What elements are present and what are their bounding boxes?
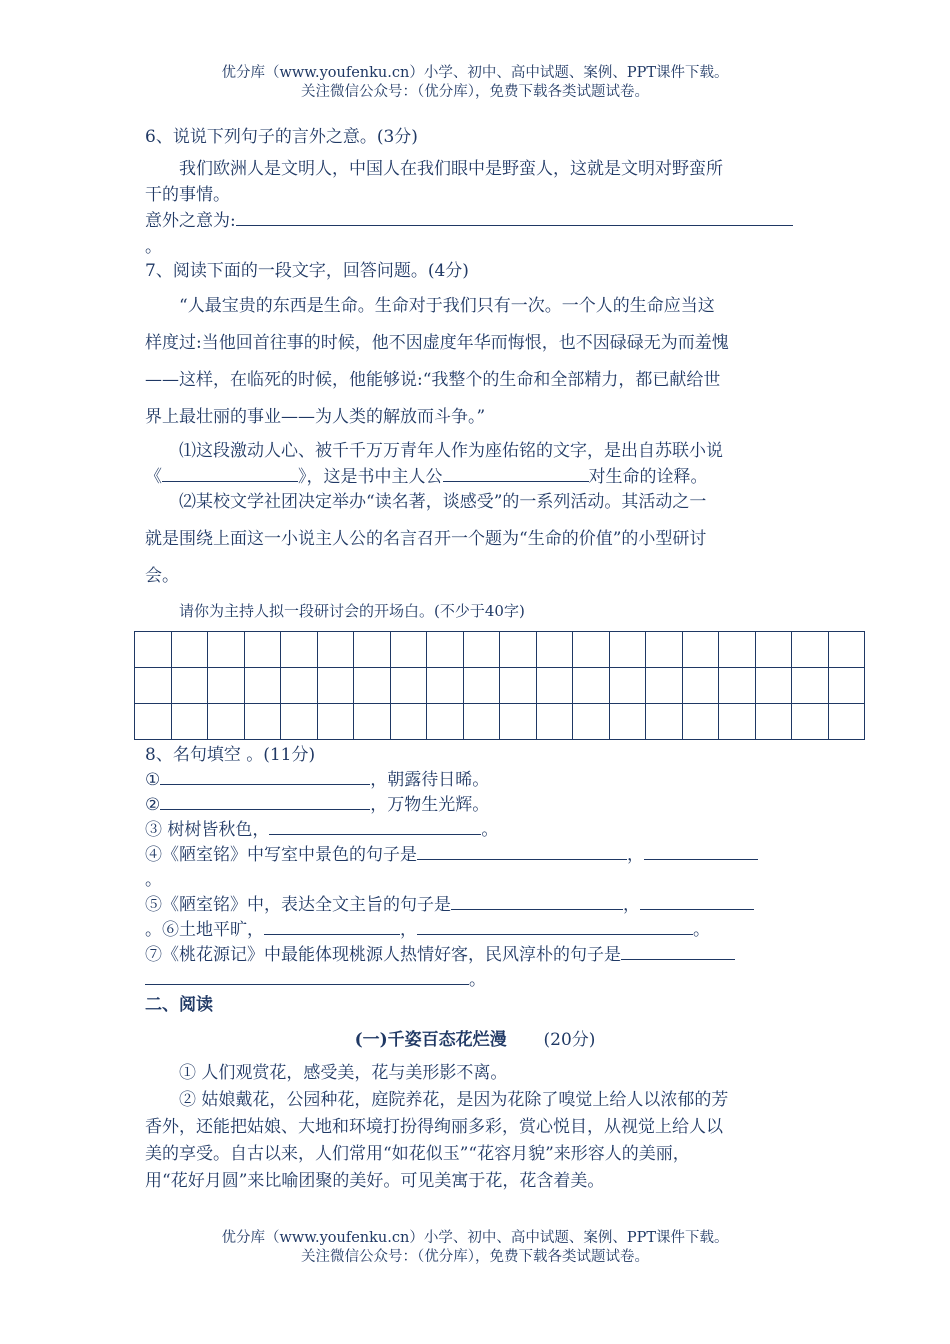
grid-cell[interactable] [390, 668, 427, 704]
q8-item-3-text: ③ 树树皆秋色， [145, 820, 270, 840]
grid-cell[interactable] [244, 632, 281, 668]
q8-title: 8、名句填空 。(11分) [145, 745, 316, 765]
grid-cell[interactable] [536, 704, 573, 740]
q8-item-5-comma: ， [623, 895, 640, 915]
q8-item-7-blank-2[interactable] [145, 969, 469, 985]
grid-cell[interactable] [755, 704, 792, 740]
grid-cell[interactable] [828, 632, 865, 668]
grid-cell[interactable] [427, 704, 464, 740]
question-8 [145, 743, 805, 993]
q8-item-1 [145, 768, 805, 793]
q8-item-2 [145, 793, 805, 818]
q8-item-2-blank[interactable] [160, 794, 370, 810]
header-line-1: 优分库（www.youfenku.cn）小学、初中、高中试题、案例、PPT课件下载。 [221, 65, 729, 81]
grid-cell[interactable] [463, 668, 500, 704]
q8-item-3 [145, 818, 805, 843]
grid-row [135, 632, 865, 668]
q8-item-1-blank[interactable] [160, 769, 370, 785]
q7-book-close: 》，这是书中主人公 [298, 467, 443, 487]
q8-item-2-mark: ② [145, 795, 161, 815]
grid-cell[interactable] [171, 704, 208, 740]
q7-sub-2-line-1: ⑵某校文学社团决定举办“读名著，谈感受”的一系列活动。其活动之一 [179, 492, 707, 512]
grid-cell[interactable] [208, 704, 245, 740]
q8-item-4 [145, 843, 805, 868]
subsection-title-row [0, 1027, 950, 1053]
q7-sub-2-line-2: 就是围绕上面这一小说主人公的名言召开一个题为“生命的价值”的小型研讨 [145, 529, 707, 549]
grid-cell[interactable] [427, 632, 464, 668]
grid-cell[interactable] [463, 704, 500, 740]
q8-item-6-lead: 。⑥土地平旷， [145, 920, 264, 940]
grid-cell[interactable] [646, 704, 683, 740]
q6-answer-label: 意外之意为: [145, 211, 236, 231]
section-2-heading: 二、阅读 [145, 995, 213, 1015]
q7-prompt: 请你为主持人拟一段研讨会的开场白。(不少于40字) [179, 602, 525, 620]
q7-passage-line-2: 样度过:当他回首往事的时候，他不因虚度年华而悔恨，也不因碌碌无为而羞愧 [145, 333, 729, 353]
q8-item-3-blank[interactable] [269, 819, 481, 835]
grid-cell[interactable] [682, 632, 719, 668]
grid-cell[interactable] [390, 704, 427, 740]
reading-para-2-line-4: 用“花好月圆”来比喻团聚的美好。可见美寓于花，花含着美。 [145, 1171, 605, 1191]
grid-cell[interactable] [135, 632, 172, 668]
q7-book-open: 《 [145, 467, 162, 487]
q6-answer-row [145, 208, 805, 234]
q8-item-5-blank-2[interactable] [640, 894, 754, 910]
q8-item-5 [145, 893, 805, 918]
reading-passage [145, 1060, 805, 1195]
grid-cell[interactable] [792, 704, 829, 740]
q8-item-7-blank-1[interactable] [621, 944, 735, 960]
grid-cell[interactable] [171, 668, 208, 704]
q6-end-mark: 。 [145, 237, 162, 257]
grid-cell[interactable] [317, 632, 354, 668]
q8-item-6-end: 。 [693, 920, 710, 940]
q7-sub-1-end: 对生命的诠释。 [588, 467, 708, 487]
grid-cell[interactable] [755, 668, 792, 704]
page-header [0, 64, 950, 102]
grid-cell[interactable] [500, 668, 537, 704]
writing-grid[interactable] [134, 631, 865, 740]
grid-cell[interactable] [536, 632, 573, 668]
grid-cell[interactable] [281, 632, 318, 668]
writing-grid-body [135, 632, 865, 740]
grid-cell[interactable] [135, 668, 172, 704]
q8-item-4-text: ④《陋室铭》中写室中景色的句子是 [145, 845, 417, 865]
q6-answer-blank[interactable] [236, 210, 793, 226]
grid-cell[interactable] [281, 704, 318, 740]
grid-cell[interactable] [755, 632, 792, 668]
q8-item-1-mark: ① [145, 770, 161, 790]
page-footer [0, 1229, 950, 1267]
q6-title: 6、说说下列句子的言外之意。(3分) [145, 127, 418, 147]
grid-cell[interactable] [719, 668, 756, 704]
grid-cell[interactable] [828, 704, 865, 740]
q7-passage-line-3: ——这样，在临死的时候，他能够说:“我整个的生命和全部精力，都已献给世 [145, 370, 721, 390]
grid-cell[interactable] [646, 632, 683, 668]
q6-quote-line-1: 我们欧洲人是文明人，中国人在我们眼中是野蛮人，这就是文明对野蛮所 [179, 159, 723, 179]
grid-cell[interactable] [792, 632, 829, 668]
grid-cell[interactable] [500, 704, 537, 740]
q8-item-7-cont [145, 968, 805, 993]
grid-cell[interactable] [500, 632, 537, 668]
q8-item-6-comma: ， [400, 920, 417, 940]
q7-sub-2-line-3: 会。 [145, 566, 179, 586]
grid-row [135, 704, 865, 740]
q8-item-6 [145, 918, 805, 943]
q7-book-title-blank[interactable] [162, 466, 298, 482]
q7-passage [145, 288, 805, 436]
grid-cell[interactable] [573, 704, 610, 740]
q8-item-7 [145, 943, 805, 968]
q8-item-4-end: 。 [145, 870, 162, 890]
footer-line-2: 关注微信公众号：（优分库），免费下载各类试题试卷。 [301, 1249, 649, 1265]
grid-cell[interactable] [317, 668, 354, 704]
grid-cell[interactable] [171, 632, 208, 668]
q7-protagonist-blank[interactable] [443, 466, 589, 482]
q8-item-4-blank-2[interactable] [644, 844, 758, 860]
q6-quote-line-2: 干的事情。 [145, 185, 230, 205]
grid-cell[interactable] [573, 632, 610, 668]
q7-sub-2 [145, 484, 805, 595]
q8-item-7-end: 。 [469, 970, 486, 990]
grid-cell[interactable] [354, 632, 391, 668]
header-line-2: 关注微信公众号：（优分库），免费下载各类试题试卷。 [301, 84, 649, 100]
grid-cell[interactable] [536, 668, 573, 704]
q8-item-7-text: ⑦《桃花源记》中最能体现桃源人热情好客，民风淳朴的句子是 [145, 945, 621, 965]
grid-cell[interactable] [792, 668, 829, 704]
q8-item-3-end: 。 [481, 820, 499, 840]
question-6 [145, 124, 805, 260]
grid-cell[interactable] [828, 668, 865, 704]
grid-cell[interactable] [281, 668, 318, 704]
q8-item-4-comma: ， [627, 845, 644, 865]
grid-cell[interactable] [354, 668, 391, 704]
grid-cell[interactable] [427, 668, 464, 704]
q8-item-5-blank-1[interactable] [451, 894, 623, 910]
grid-cell[interactable] [317, 704, 354, 740]
q8-item-1-text: ，朝露待日晞。 [370, 770, 490, 790]
grid-cell[interactable] [719, 632, 756, 668]
reading-para-2-line-1: ② 姑娘戴花，公园种花，庭院养花，是因为花除了嗅觉上给人以浓郁的芳 [179, 1090, 729, 1110]
grid-cell[interactable] [354, 704, 391, 740]
q8-item-4-blank-1[interactable] [417, 844, 627, 860]
grid-cell[interactable] [682, 668, 719, 704]
grid-cell[interactable] [609, 668, 646, 704]
grid-cell[interactable] [719, 704, 756, 740]
reading-para-2-line-2: 香外，还能把姑娘、大地和环境打扮得绚丽多彩，赏心悦目，从视觉上给人以 [145, 1117, 723, 1137]
grid-cell[interactable] [609, 632, 646, 668]
q8-item-6-blank-1[interactable] [264, 919, 400, 935]
q8-item-5-text: ⑤《陋室铭》中，表达全文主旨的句子是 [145, 895, 451, 915]
grid-cell[interactable] [244, 704, 281, 740]
footer-line-1: 优分库（www.youfenku.cn）小学、初中、高中试题、案例、PPT课件下载。 [221, 1230, 729, 1246]
q7-passage-line-4: 界上最壮丽的事业——为人类的解放而斗争。” [145, 407, 486, 427]
q8-item-2-text: ，万物生光辉。 [370, 795, 490, 815]
grid-cell[interactable] [208, 668, 245, 704]
subsection-score: (20分) [543, 1030, 596, 1050]
grid-cell[interactable] [463, 632, 500, 668]
q7-prompt-row [145, 600, 805, 622]
grid-cell[interactable] [390, 632, 427, 668]
q7-passage-line-1: “人最宝贵的东西是生命。生命对于我们只有一次。一个人的生命应当这 [179, 296, 715, 316]
q7-title: 7、阅读下面的一段文字，回答问题。(4分) [145, 261, 469, 281]
question-7 [145, 258, 805, 436]
grid-row [135, 668, 865, 704]
grid-cell[interactable] [646, 668, 683, 704]
grid-cell[interactable] [208, 632, 245, 668]
subsection-title: (一)千姿百态花烂漫 [354, 1030, 507, 1050]
q8-item-6-blank-2[interactable] [417, 919, 693, 935]
grid-cell[interactable] [609, 704, 646, 740]
grid-cell[interactable] [244, 668, 281, 704]
grid-cell[interactable] [682, 704, 719, 740]
grid-cell[interactable] [135, 704, 172, 740]
q7-sub-1-line-1: ⑴这段激动人心、被千千万万青年人作为座佑铭的文字，是出自苏联小说 [179, 441, 723, 461]
reading-para-1: ① 人们观赏花，感受美，花与美形影不离。 [179, 1063, 508, 1083]
grid-cell[interactable] [573, 668, 610, 704]
q7-sub-1 [145, 438, 805, 490]
reading-para-2-line-3: 美的享受。自古以来，人们常用“如花似玉”“花容月貌”来形容人的美丽， [145, 1144, 690, 1164]
